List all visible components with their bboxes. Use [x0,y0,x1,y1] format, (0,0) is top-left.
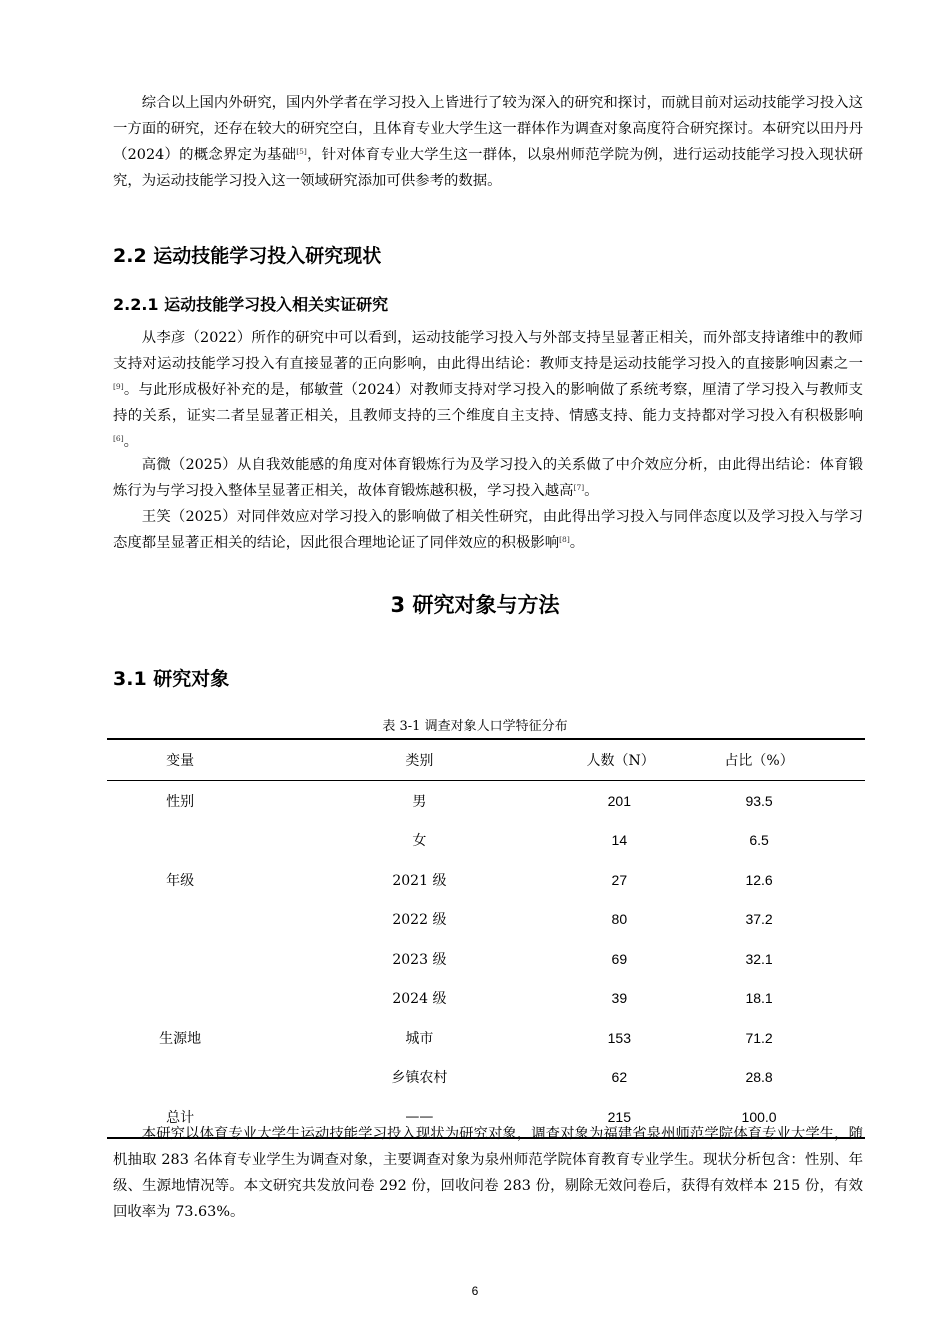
cell-variable [107,979,253,1019]
table-row [107,781,865,821]
table-row [107,900,865,940]
cell-category: 女 [412,833,427,850]
citation-ref: [6] [113,434,124,443]
table-row [107,1058,865,1098]
paragraph-method: 本研究以体育专业大学生运动技能学习投入现状为研究对象，调查对象为福建省泉州师范学院体育专业大学生，随机抽取 283 名体育专业学生为调查对象，主要调查对象为泉州师范学院体育教育专业学生。现状分析包含：性别、年级、生源地情况等。本文研究共发放问卷 292 份，回收问卷 283 份，剔除无效问卷后，获得有效样本 215 份，有效回收率为 73.63%。 [113,1126,863,1220]
cell-percent: 37.2 [745,911,773,928]
header-variable: 变量 [107,739,253,781]
cell-category: 2023 级 [392,951,447,968]
cell-category: 2021 级 [392,872,447,889]
demographics-table [107,738,865,1139]
cell-variable [107,939,253,979]
table-row [107,860,865,900]
cell-variable [107,1058,253,1098]
cell-count: 215 [586,1097,654,1138]
cell-percent: 32.1 [745,950,773,967]
cell-variable [107,821,253,861]
table-caption: 表 3-1 调查对象人口学特征分布 [382,719,568,734]
paragraph-li-yan: 从李彦（2022）所作的研究中可以看到，运动技能学习投入与外部支持呈显著正相关，而外部支持诸维中的教师支持对运动技能学习投入有直接显著的正向影响，由此得出结论：教师支持是运动技能学习投入的直接影响因素之一[9]。与此形成极好补充的是，郁敏萱（2024）对教师支持对学习投入的影响做了系统考察，厘清了学习投入与教师支持的关系，证实二者呈显著正相关，且教师支持的三个维度自主支持、情感支持、能力支持都对学习投入有积极影响[6]。 [113,330,863,450]
cell-percent: 28.8 [745,1069,773,1086]
table-row [107,821,865,861]
citation-ref: [8] [559,535,570,544]
header-category: 类别 [253,739,585,781]
table-header-row [107,739,865,781]
section-heading-2-2: 2.2 运动技能学习投入研究现状 [113,245,382,267]
citation-ref: [7] [573,483,585,492]
paragraph-gao-wei: 高微（2025）从自我效能感的角度对体育锻炼行为及学习投入的关系做了中介效应分析，由此得出结论：体育锻炼行为与学习投入整体呈显著正相关，故体育锻炼越积极，学习投入越高[7]。 [113,457,863,499]
citation-ref: [9] [113,382,124,391]
cell-percent: 71.2 [745,1029,773,1046]
cell-percent: 100.0 [653,1097,865,1138]
section-heading-3-1: 3.1 研究对象 [113,668,230,690]
section-heading-2-2-1: 2.2.1 运动技能学习投入相关实证研究 [113,295,389,314]
paragraph-wang-xiao: 王笑（2025）对同伴效应对学习投入的影响做了相关性研究，由此得出学习投入与同伴态度以及学习投入与学习态度都呈显著正相关的结论，因此很合理地论证了同伴效应的积极影响[8]。 [113,509,863,551]
cell-variable: 生源地 [159,1030,202,1047]
cell-category: —— [253,1097,585,1138]
cell-category: 乡镇农村 [391,1070,448,1087]
cell-count: 39 [611,990,628,1007]
page-number: 6 [471,1284,479,1298]
table-row [107,979,865,1019]
cell-variable: 总计 [107,1097,253,1138]
cell-variable: 性别 [166,793,195,810]
cell-category: 2024 级 [392,991,447,1008]
header-count: 人数（N） [586,739,654,781]
chapter-heading-3: 3 研究对象与方法 [390,593,560,617]
cell-variable: 年级 [166,872,195,889]
citation-ref: [5] [296,147,307,156]
cell-category: 2022 级 [392,912,447,929]
cell-count: 27 [611,871,628,888]
header-percent: 占比（%） [653,739,865,781]
cell-percent: 18.1 [745,990,773,1007]
cell-percent: 12.6 [745,871,773,888]
intro-paragraph: 综合以上国内外研究，国内外学者在学习投入上皆进行了较为深入的研究和探讨，而就目前对运动技能学习投入这一方面的研究，还存在较大的研究空白，且体育专业大学生这一群体作为调查对象高度符合研究探讨。本研究以田丹丹（2024）的概念界定为基础[5]，针对体育专业大学生这一群体，以泉州师范学院为例，进行运动技能学习投入现状研究，为运动技能学习投入这一领域研究添加可供参考的数据。 [113,95,864,189]
cell-category: 男 [412,793,427,810]
cell-variable [107,900,253,940]
table-row [107,1018,865,1058]
cell-count: 153 [607,1029,631,1046]
cell-count: 14 [611,832,628,849]
cell-category: 城市 [405,1030,434,1047]
cell-count: 69 [611,950,628,967]
table-row [107,939,865,979]
cell-percent: 93.5 [745,792,773,809]
cell-count: 62 [611,1069,628,1086]
cell-count: 80 [611,911,628,928]
cell-percent: 6.5 [749,832,769,849]
cell-count: 201 [607,792,631,809]
